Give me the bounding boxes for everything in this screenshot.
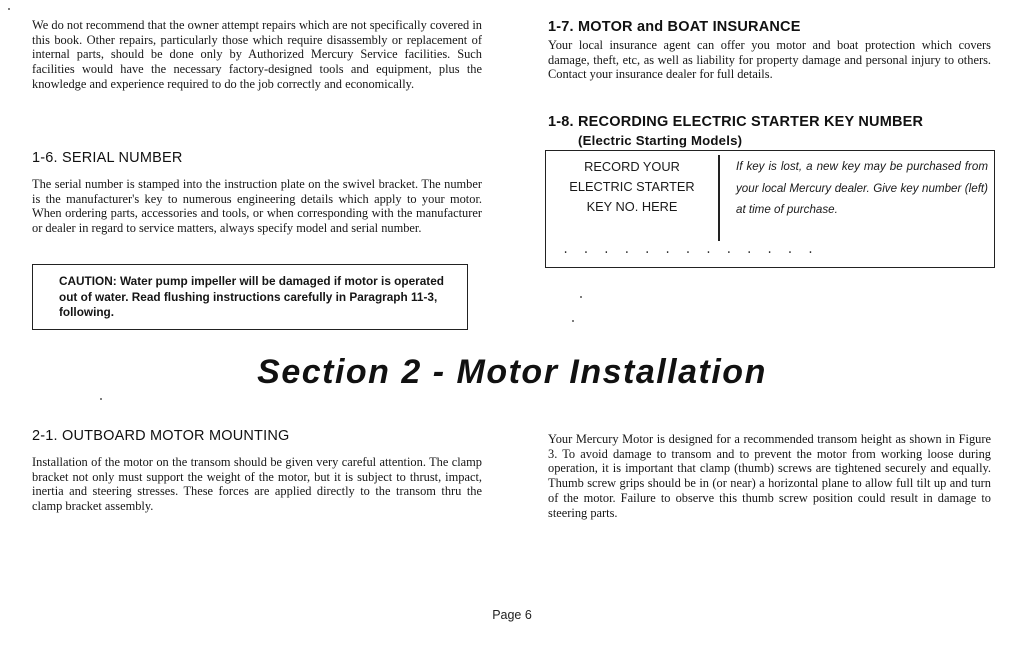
caution-box bbox=[32, 264, 468, 330]
caution-text: CAUTION: Water pump impeller will be damaged if motor is operated out of water. Read flushing instructions carefully in Paragraph 11-3, following. bbox=[59, 274, 444, 319]
insurance-heading: 1-7. MOTOR and BOAT INSURANCE bbox=[548, 19, 801, 35]
record-label-line-3: KEY NO. HERE bbox=[586, 198, 678, 214]
starter-key-heading: 1-8. RECORDING ELECTRIC STARTER KEY NUMBER bbox=[548, 114, 924, 130]
record-label bbox=[546, 157, 718, 216]
box-divider bbox=[718, 155, 720, 241]
mounting-heading: 2-1. OUTBOARD MOTOR MOUNTING bbox=[32, 428, 290, 444]
serial-number-text: The serial number is stamped into the instruction plate on the swivel bracket. The number is the manufacturer's key to numerous engineering details which apply to your motor. When ordering parts, accessories and tools, or when corresponding with the manufacturer or dealer in regard to service matters, always specify model and serial number. bbox=[32, 177, 482, 236]
mounting-text: Installation of the motor on the transom should be given very careful attention. The clamp bracket not only must support the weight of the motor, but it is subject to thrust, impact, inertia and steering stresses. These forces are applied directly to the transom thru the clamp bracket assembly. bbox=[32, 455, 482, 514]
record-label-line-2: ELECTRIC STARTER bbox=[569, 178, 695, 194]
intro-paragraph: We do not recommend that the owner attempt repairs which are not specifically covered in this book. Other repairs, particularly those which require disassembly or replacement of internal parts, should be done only by Authorized Mercury Service facilities. Such facilities would have the necessary factory-designed tools and equipment, plus the knowledge and experience required to do the job correctly and economically. bbox=[32, 18, 482, 91]
section-title: Section 2 - Motor Installation bbox=[257, 353, 767, 391]
key-number-blank-line: . . . . . . . . . . . . . bbox=[562, 243, 818, 257]
scan-speck bbox=[100, 398, 102, 400]
serial-number-heading: 1-6. SERIAL NUMBER bbox=[32, 150, 183, 166]
record-label-line-1: RECORD YOUR bbox=[584, 159, 680, 174]
insurance-text: Your local insurance agent can offer you motor and boat protection which covers damage, theft, etc, as well as liability for property damage and personal injury to others. Contact your insurance dealer for full details. bbox=[548, 38, 991, 82]
starter-key-subheading: (Electric Starting Models) bbox=[578, 133, 743, 148]
scan-speck bbox=[580, 296, 582, 298]
page-number: Page 6 bbox=[492, 608, 532, 622]
key-number-record-box bbox=[545, 150, 995, 268]
scan-speck bbox=[8, 8, 10, 10]
mounting-right-text: Your Mercury Motor is designed for a recommended transom height as shown in Figure 3. To avoid damage to transom and to prevent the motor from working loose during operation, it is important that clamp (thumb) screws are tightened securely and equally. Thumb screw grips should be in (or near) a horizontal plane to allow full tilt up and turn of the motor. Failure to observe this thumb screw position could result in damage to steering parts. bbox=[548, 432, 991, 520]
lost-key-note: If key is lost, a new key may be purchased from your local Mercury dealer. Give key number (left) at time of purchase. bbox=[736, 160, 988, 216]
scan-speck bbox=[572, 320, 574, 322]
